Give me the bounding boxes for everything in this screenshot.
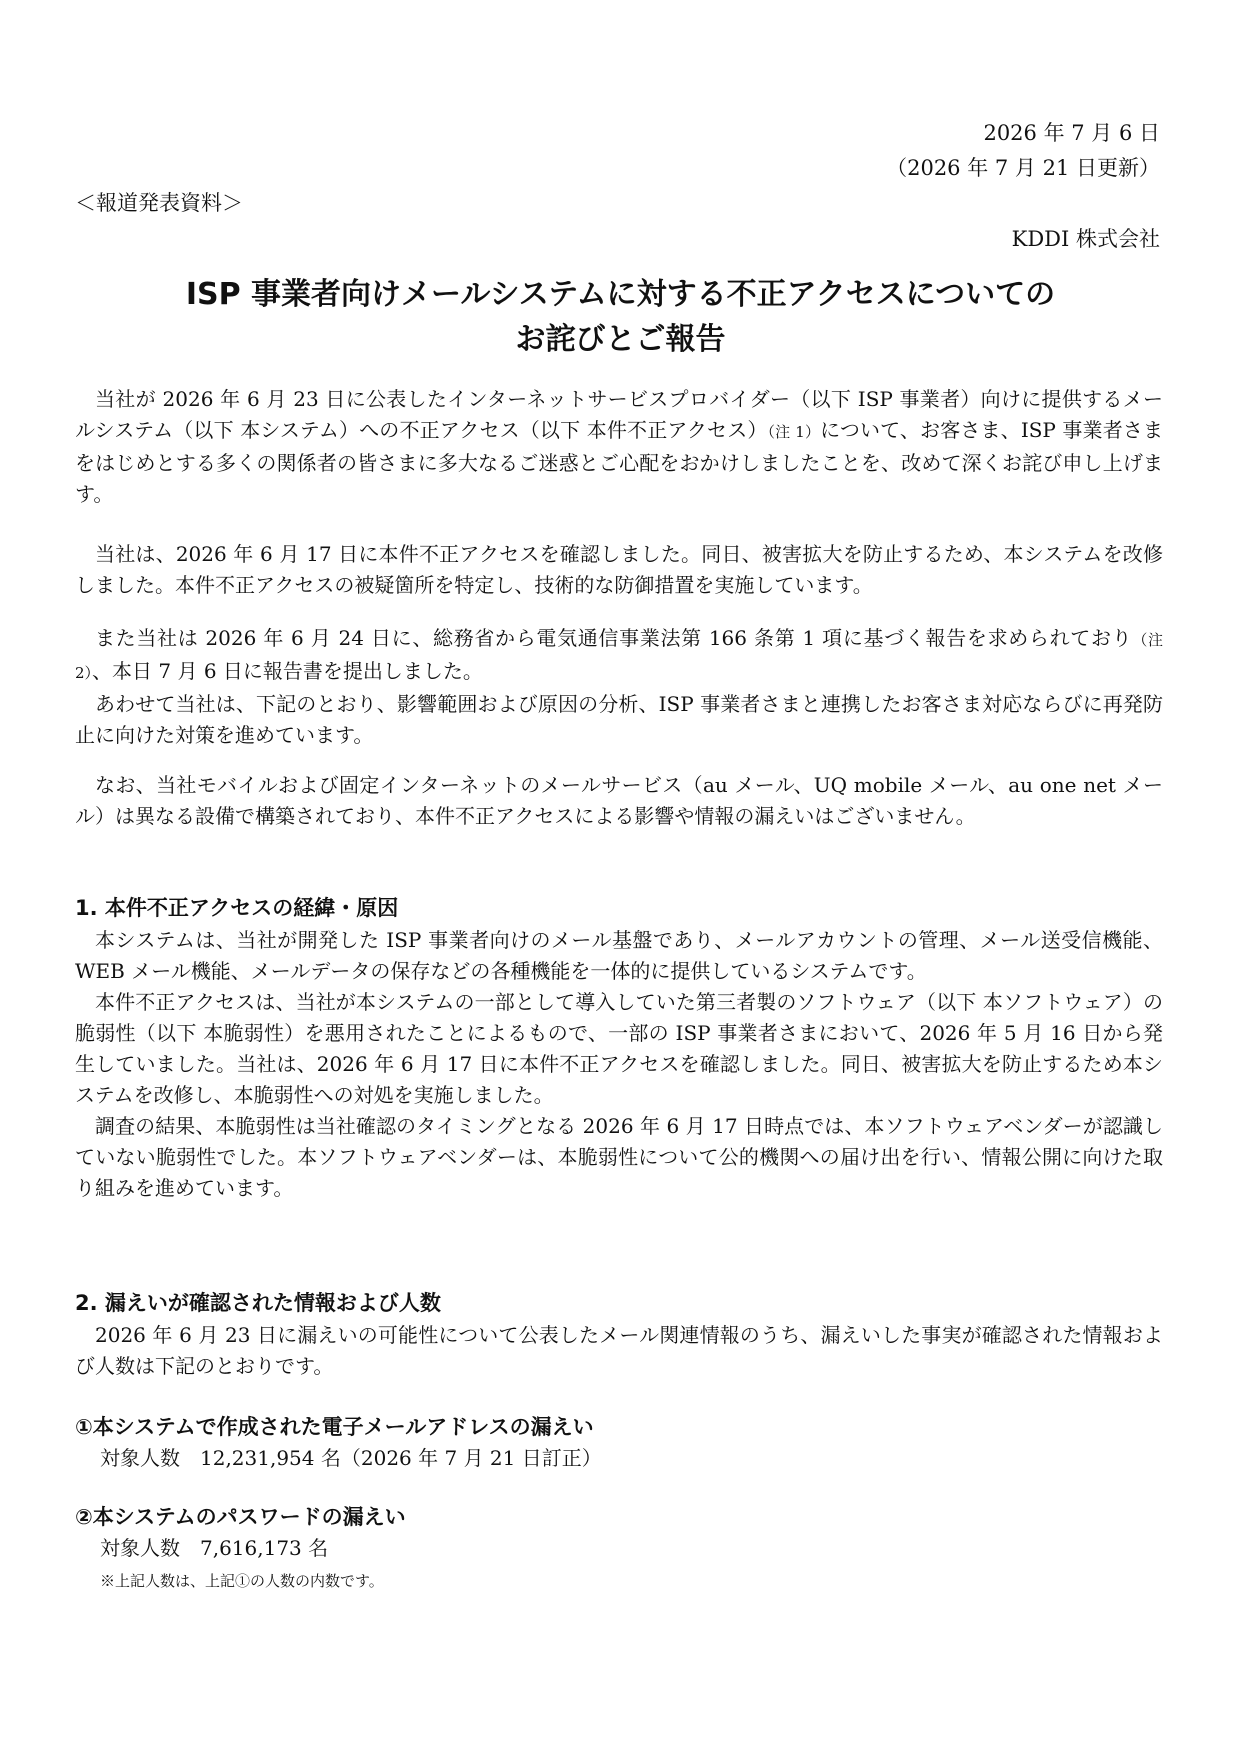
section-2-body (75, 1320, 1163, 1382)
updated-date: （2026 年 7 月 21 日更新） (886, 156, 1160, 180)
section-1-paragraph-1: 本システムは、当社が開発した ISP 事業者向けのメール基盤であり、メールアカウントの管理、メール送受信機能、WEB メール機能、メールデータの保存などの各種機能を一体的に提供しているシステムです。 (75, 928, 1163, 983)
leak-item-2-heading: ②本システムのパスワードの漏えい (75, 1505, 406, 1529)
intro-paragraph-2-text: 当社は、2026 年 6 月 17 日に本件不正アクセスを確認しました。同日、被害拡大を防止するため、本システムを改修しました。本件不正アクセスの被疑箇所を特定し、技術的な防御措置を実施しています。 (75, 542, 1163, 597)
intro-text-part: 、本日 7 月 6 日に報告書を提出しました。 (92, 659, 483, 683)
intro-paragraph-5 (75, 770, 1163, 832)
intro-text-part: について、お客さま、ISP 事業者さまをはじめとする多くの関係者の皆さまに多大なるご迷惑とご心配をおかけしましたことを、改めて深くお詫び申し上げます。 (75, 418, 1163, 506)
leak-item-1-count: 対象人数 12,231,954 名（2026 年 7 月 21 日訂正） (100, 1446, 602, 1470)
section-1-paragraph-2: 本件不正アクセスは、当社が本システムの一部として導入していた第三者製のソフトウェア（以下 本ソフトウェア）の脆弱性（以下 本脆弱性）を悪用されたことによるもので、一部の ISP 事業者さまにおいて、2026 年 5 月 16 日から発生していました。当社は、2026 年 6 月 17 日に本件不正アクセスを確認しました。同日、被害拡大を防止するため本システムを改修し、本脆弱性への対処を実施しました。 (75, 990, 1163, 1107)
section-1-heading: 1. 本件不正アクセスの経緯・原因 (75, 896, 399, 920)
section-2-paragraph-1: 2026 年 6 月 23 日に漏えいの可能性について公表したメール関連情報のうち、漏えいした事実が確認された情報および人数は下記のとおりです。 (75, 1323, 1163, 1378)
document-title-line2: お詫びとご報告 (515, 322, 726, 357)
intro-paragraph-1-text (75, 384, 1163, 510)
footnote-ref-2: （注 2） (75, 631, 1163, 682)
intro-paragraph-3-text (75, 623, 1163, 689)
leak-item-2-count: 対象人数 7,616,173 名 (100, 1536, 329, 1560)
intro-paragraph-3 (75, 623, 1163, 751)
intro-text-part: また当社は 2026 年 6 月 24 日に、総務省から電気通信事業法第 166 条第 1 項に基づく報告を求められており (95, 626, 1133, 650)
press-release-label: ＜報道発表資料＞ (75, 191, 243, 215)
company-name: KDDI 株式会社 (1011, 227, 1160, 251)
leak-item-2-note: ※上記人数は、上記①の人数の内数です。 (100, 1572, 384, 1590)
leak-item-1-heading: ①本システムで作成された電子メールアドレスの漏えい (75, 1415, 594, 1439)
document-title-line1: ISP 事業者向けメールシステムに対する不正アクセスについての (185, 277, 1056, 312)
section-2-heading: 2. 漏えいが確認された情報および人数 (75, 1291, 441, 1315)
footnote-ref-1: （注 1） (767, 423, 821, 441)
intro-text-part: 当社が 2026 年 6 月 23 日に公表したインターネットサービスプロバイダー（以下 ISP 事業者）向けに提供するメールシステム（以下 本システム）への不正アクセス（以下 本件不正アクセス） (75, 387, 1163, 442)
section-1-body (75, 925, 1163, 1204)
intro-paragraph-1 (75, 384, 1163, 510)
intro-paragraph-5-text: なお、当社モバイルおよび固定インターネットのメールサービス（au メール、UQ mobile メール、au one net メール）は異なる設備で構築されており、本件不正アクセスによる影響や情報の漏えいはございません。 (75, 773, 1163, 828)
issue-date: 2026 年 7 月 6 日 (983, 121, 1160, 145)
intro-paragraph-2 (75, 539, 1163, 601)
intro-paragraph-4-text: あわせて当社は、下記のとおり、影響範囲および原因の分析、ISP 事業者さまと連携したお客さま対応ならびに再発防止に向けた対策を進めています。 (75, 692, 1163, 747)
section-1-paragraph-3: 調査の結果、本脆弱性は当社確認のタイミングとなる 2026 年 6 月 17 日時点では、本ソフトウェアベンダーが認識していない脆弱性でした。本ソフトウェアベンダーは、本脆弱性について公的機関への届け出を行い、情報公開に向けた取り組みを進めています。 (75, 1114, 1163, 1200)
